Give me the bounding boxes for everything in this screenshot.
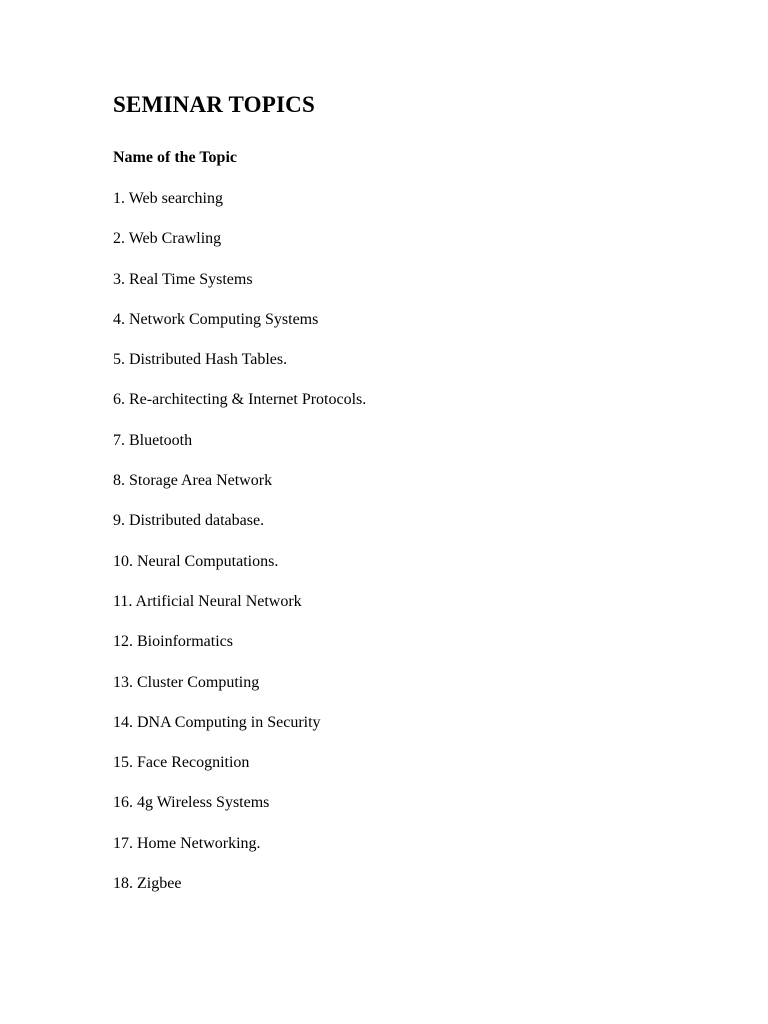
topic-item-1: 1. Web searching xyxy=(113,190,223,207)
topic-item-5: 5. Distributed Hash Tables. xyxy=(113,351,288,369)
topic-item-17: 17. Home Networking. xyxy=(113,834,261,852)
topic-list-heading: Name of the Topic xyxy=(113,149,237,166)
topic-item-11: 11. Artificial Neural Network xyxy=(113,592,302,610)
topic-item-15: 15. Face Recognition xyxy=(113,754,250,772)
topic-list xyxy=(113,188,366,913)
topic-item-13: 13. Cluster Computing xyxy=(113,673,260,691)
topic-item-6: 6. Re-architecting & Internet Protocols. xyxy=(113,391,367,409)
topic-item-8: 8. Storage Area Network xyxy=(113,472,273,490)
topic-item-14: 14. DNA Computing in Security xyxy=(113,713,321,731)
topic-item-9: 9. Distributed database. xyxy=(113,512,265,530)
topic-item-2: 2. Web Crawling xyxy=(113,230,222,248)
topic-item-10: 10. Neural Computations. xyxy=(113,552,279,570)
topic-item-4: 4. Network Computing Systems xyxy=(113,310,319,328)
topic-item-7: 7. Bluetooth xyxy=(113,431,193,449)
topic-item-18: 18. Zigbee xyxy=(113,875,182,893)
page-title: SEMINAR TOPICS xyxy=(113,92,315,117)
topic-item-12: 12. Bioinformatics xyxy=(113,633,233,651)
topic-item-3: 3. Real Time Systems xyxy=(113,270,253,288)
topic-item-16: 16. 4g Wireless Systems xyxy=(113,794,270,812)
